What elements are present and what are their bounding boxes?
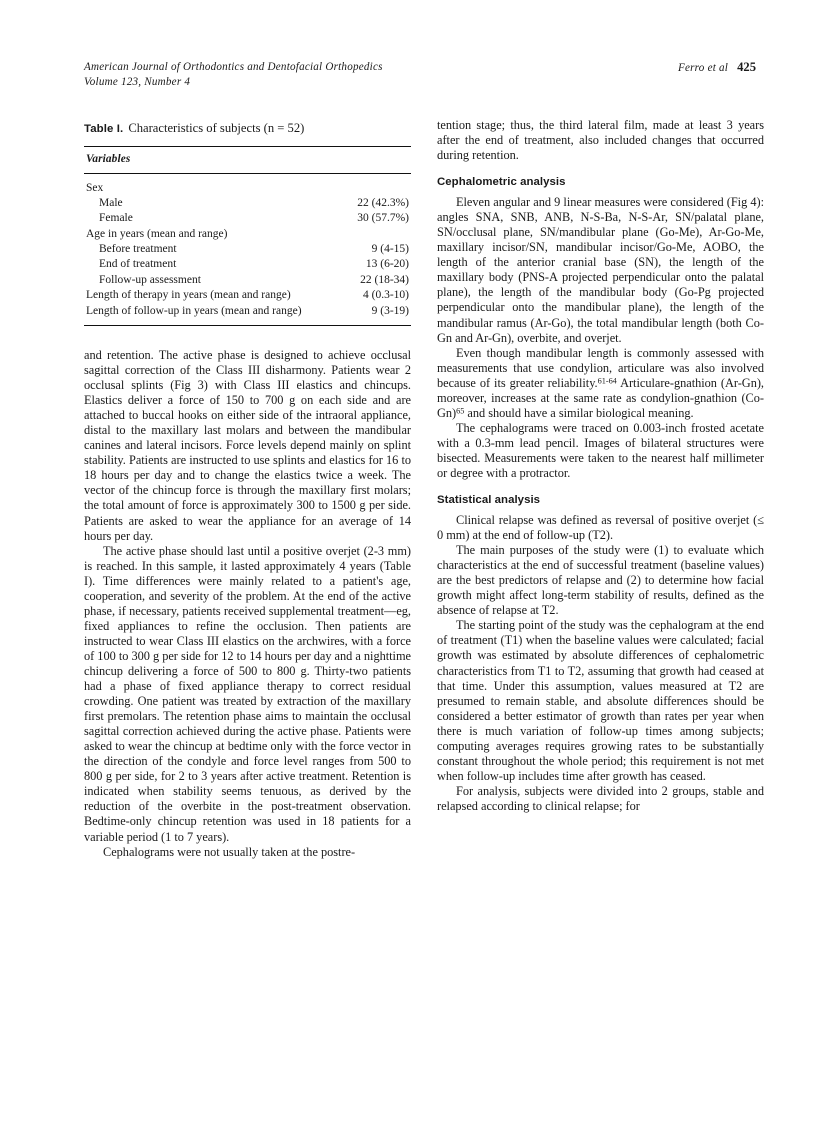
table-column-header: Variables (86, 153, 131, 165)
paragraph-text-a: Even though mandibular length is commonly assessed with measurements that use condylion, articulare was also involved because of its greater reliability. (437, 345, 764, 390)
paragraph: The main purposes of the study were (1) to evaluate which characteristics at the end of successful treatment (baseline values) are the best predictors of relapse and (2) to determine how facial growth might affect long-term stability of results, defined as the absence of relapse at T2. (437, 543, 764, 618)
paragraph: tention stage; thus, the third lateral film, made at least 3 years after the end of treatment, also included changes that occurred during retention. (437, 118, 764, 163)
paragraph: Eleven angular and 9 linear measures were considered (Fig 4): angles SNA, SNB, ANB, N-S-Ba, N-S-Ar, SN/palatal plane, SN/occlusal plane, SN/mandibular plane (Go-Me), Ar-Go-Me, maxillary incisor/SN, mandibular incisor/Go-Me, AOBO, the length of the anterior cranial base (SN), the length of the maxillary body (PNS-A projected perpendicular onto the palatal plane), the length of the mandibular body (Go-Pg projected perpendicular onto the mandibular plane), the length of the mandibular ramus (Ar-Go), the total mandibular length (both Co-Gn and Ar-Gn), overbite, and overjet. (437, 195, 764, 345)
table-cell-value (346, 226, 411, 241)
table-row (84, 196, 411, 211)
page-number: 425 (737, 60, 756, 74)
reference-superscript: 65 (456, 406, 465, 416)
table-caption (84, 121, 411, 137)
reference-superscript: 61-64 (597, 375, 617, 385)
table-cell-label: Sex (86, 181, 104, 194)
table-title: Characteristics of subjects (n = 52) (128, 121, 305, 135)
paragraph-text-c: and should have a similar biological meaning. (464, 405, 694, 420)
table-cell-label: Female (99, 212, 133, 225)
table-row (84, 257, 411, 272)
table-row (84, 242, 411, 257)
table-cell-label: Length of therapy in years (mean and range) (86, 289, 291, 302)
table-cell-label: Length of follow-up in years (mean and range) (86, 304, 302, 317)
table-cell-label: End of treatment (99, 258, 177, 271)
paragraph: Cephalograms were not usually taken at the postre- (103, 844, 356, 859)
table-cell-value: 22 (18-34) (360, 273, 409, 286)
table-row (84, 272, 411, 287)
table-cell-value: 9 (4-15) (371, 243, 409, 256)
table-cell-value: 13 (6-20) (365, 258, 409, 271)
right-column (437, 118, 764, 814)
journal-title-block (84, 60, 383, 89)
table-cell-value: 9 (3-19) (371, 304, 409, 317)
table-row (84, 226, 411, 241)
section-heading-statistical-analysis: Statistical analysis (437, 494, 541, 507)
paragraph: The cephalograms were traced on 0.003-inch frosted acetate with a 0.3-mm lead pencil. Images of bilateral structures were bisected. Measurements were taken to the nearest half millimeter or degree with a protractor. (437, 420, 764, 480)
journal-volume: Volume 123, Number 4 (84, 75, 191, 88)
journal-title: American Journal of Orthodontics and Dentofacial Orthopedics (84, 61, 383, 73)
table-row (84, 288, 411, 303)
table-number: Table I. (84, 123, 124, 135)
table-1 (84, 121, 411, 326)
section-heading-cephalometric-analysis: Cephalometric analysis (437, 176, 566, 189)
table-cell-value (346, 174, 411, 196)
table-cell-value: 22 (42.3%) (357, 196, 409, 209)
paragraph: For analysis, subjects were divided into 2 groups, stable and relapsed according to clinical relapse; for (437, 783, 764, 813)
running-head (84, 60, 756, 94)
table-bottom-rule (84, 325, 411, 326)
table-cell-label: Follow-up assessment (99, 273, 201, 286)
paragraph: The starting point of the study was the cephalogram at the end of treatment (T1) when the baseline values were calculated; facial growth was estimated by absolute differences of cephalometric characteristics from T1 to T2, assuming that growth had ceased at that time. Under this assumption, values measured at T2 are presumed to remain stable, and absolute differences should be considered a better estimator of growth than rates per year when there is much variation of follow-up times among subjects; computing averages requires growing rates to be substantially constant throughout the whole period; this requirement is not met when follow-up includes time after growth has ceased. (437, 618, 764, 783)
paragraph: The active phase should last until a positive overjet (2-3 mm) is reached. In this sample, it lasted approximately 4 years (Table I). Time differences were mainly related to a patient's age, cooperation, and severity of the problem. At the end of the active phase, if necessary, patients received supplemental treatment—eg, fixed appliances to refine the occlusion. Then patients are instructed to wear Class III elastics on the archwires, with a force of 100 to 300 g per side for 12 to 14 hours per day and a nighttime chincup delivering a force of 500 to 800 g. Thirty-two patients had a phase of fixed appliance therapy to correct residual crowding. One patient was treated by extraction of the maxillary first premolars. The retention phase aims to maintain the occlusal sagittal correction achieved during the active phase. Patients were asked to wear the chincup at bedtime only with the force vector in the direction of the condyle and force level ranges from 500 to 800 g per side, for 2 to 3 years after active treatment. Retention is indicated when stability seems tenuous, as derived by the reduction of the overbite in the post-treatment observation. Bedtime-only chincup retention was used in 18 patients for a variable period (1 to 7 years). (84, 543, 411, 844)
paragraph: Clinical relapse was defined as reversal of positive overjet (≤ 0 mm) at the end of follow-up (T2). (437, 513, 764, 543)
table-cell-label: Age in years (mean and range) (86, 227, 228, 240)
table-cell-value: 30 (57.7%) (357, 212, 409, 225)
table-cell-value: 4 (0.3-10) (363, 289, 409, 302)
paragraph: and retention. The active phase is designed to achieve occlusal sagittal correction of the Class III disharmony. Patients wear 2 occlusal splints (Fig 3) with Class III elastics and chincups. Elastics deliver a force of 150 to 700 g on each side and are attached to buccal hooks on either side of the intraoral appliance, distal to the maxillary last molars and between the mandibular canines and lateral incisors. Force levels depend mainly on splint stability. Patients are instructed to use splints and elastics for 16 to 18 hours per day and to change the elastics twice a week. The vector of the chincup force is through the maxillary first molars; the total amount of force is approximately 300 to 1500 g per side. Patients are asked to wear the appliance for an average of 14 hours per day. (84, 348, 411, 543)
table-cell-label: Male (99, 196, 123, 209)
paragraph (437, 346, 764, 421)
paragraph-text-b: Articulare-gnathion (Ar-Gn), moreover, increases at the same rate as condylion-gnathion (Co-Gn) (437, 375, 764, 420)
table-row (84, 174, 411, 196)
table-cell-label: Before treatment (99, 243, 177, 256)
author-citation: Ferro et al (678, 62, 729, 74)
subject-characteristics-table (84, 146, 411, 326)
running-head-right (678, 60, 756, 76)
table-row (84, 303, 411, 325)
left-column (84, 348, 411, 860)
table-row (84, 211, 411, 226)
